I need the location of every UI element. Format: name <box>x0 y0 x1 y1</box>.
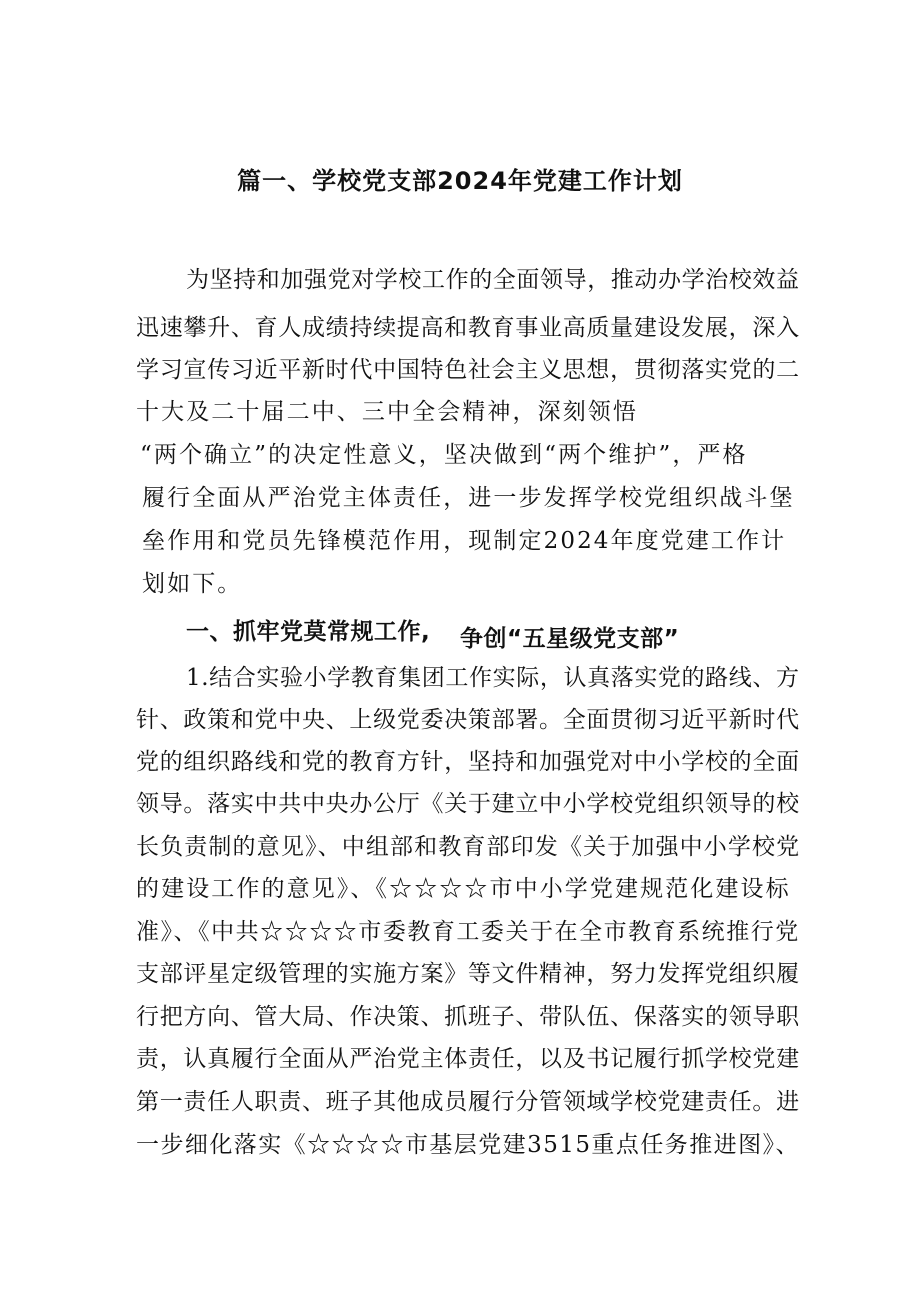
body-line: 支部评星定级管理的实施方案》等文件精神，努力发挥党组织履 <box>136 961 800 987</box>
body-line: 一步细化落实《☆☆☆☆市基层党建3515重点任务推进图》、 <box>136 1132 800 1158</box>
intro-line: 垒作用和党员先锋模范作用，现制定2024年度党建工作计 <box>142 528 787 554</box>
document-title: 篇一、学校党支部2024年党建工作计划 <box>237 167 683 195</box>
intro-line: 为坚持和加强党对学校工作的全面领导，推动办学治校效益 <box>186 267 800 293</box>
section-heading-part1: 一、抓牢党莫常规工作, <box>186 619 431 645</box>
body-line: 针、政策和党中央、上级党委决策部署。全面贯彻习近平新时代 <box>136 707 800 733</box>
intro-line: 学习宣传习近平新时代中国特色社会主义思想，贯彻落实党的二 <box>136 357 800 383</box>
intro-line: 划如下。 <box>142 571 243 597</box>
body-line: 第一责任人职责、班子其他成员履行分管领域学校党建责任。进 <box>136 1089 800 1115</box>
body-line: 党的组织路线和党的教育方针，坚持和加强党对中小学校的全面 <box>136 749 800 775</box>
intro-line: “两个确立”的决定性意义，坚决做到“两个维护”，严格 <box>140 442 748 468</box>
body-line: 准》、《中共☆☆☆☆市委教育工委关于在全市教育系统推行党 <box>136 919 800 945</box>
intro-line: 十大及二十届二中、三中全会精神，深刻领悟 <box>136 399 638 425</box>
section-heading-part2: 争创“五星级党支部” <box>460 626 680 652</box>
body-line: 的建设工作的意见》、《☆☆☆☆市中小学党建规范化建设标 <box>136 876 791 902</box>
body-line: 行把方向、管大局、作决策、抓班子、带队伍、保落实的领导职 <box>136 1004 800 1030</box>
body-line: 1.结合实验小学教育集团工作实际，认真落实党的路线、方 <box>186 665 800 691</box>
intro-line: 迅速攀升、育人成绩持续提高和教育事业高质量建设发展，深入 <box>136 315 800 341</box>
intro-line: 履行全面从严治党主体责任，进一步发挥学校党组织战斗堡 <box>142 485 795 511</box>
body-line: 责，认真履行全面从严治党主体责任，以及书记履行抓学校党建 <box>136 1046 800 1072</box>
body-line: 长负责制的意见》、中组部和教育部印发《关于加强中小学校党 <box>136 834 801 860</box>
body-line: 领导。落实中共中央办公厅《关于建立中小学校党组织领导的校 <box>136 791 800 817</box>
